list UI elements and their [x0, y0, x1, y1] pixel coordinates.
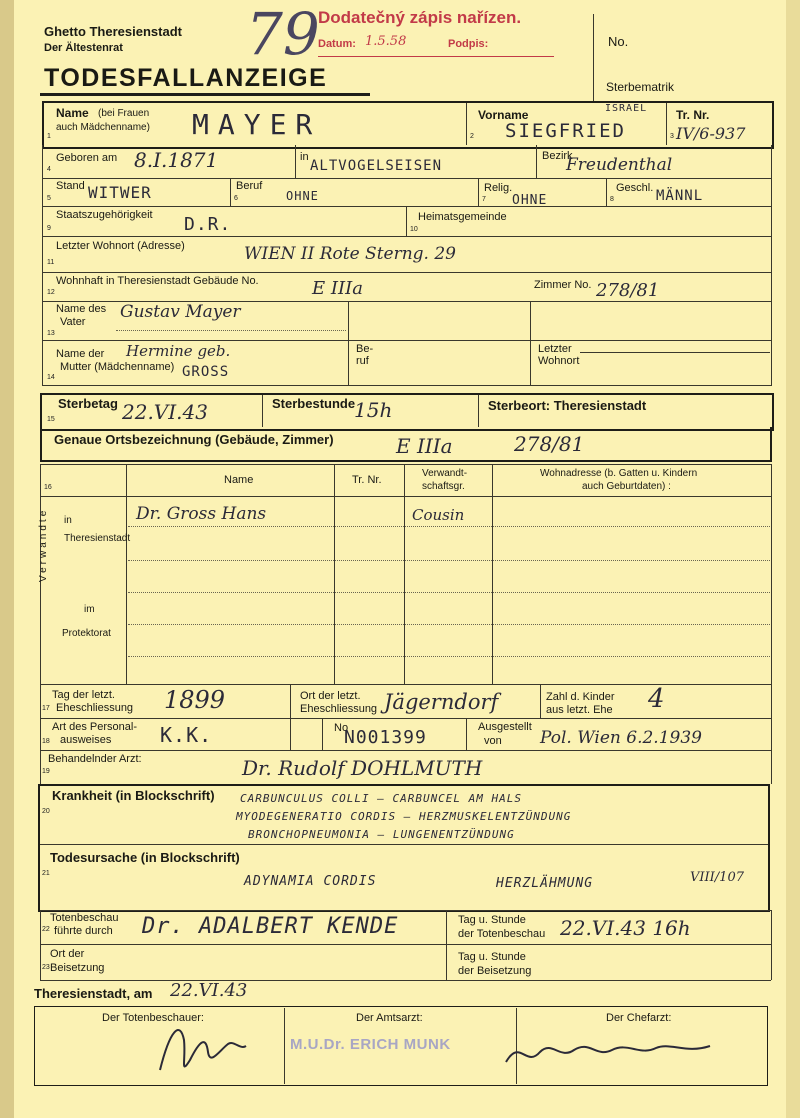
row-number-7: 7	[482, 196, 486, 203]
row-number-20: 20	[42, 808, 50, 815]
stand-divider	[230, 178, 231, 206]
row-number-12: 12	[47, 289, 55, 296]
row-number-16: 16	[44, 484, 52, 491]
place-date-label: Theresienstadt, am	[34, 986, 153, 1001]
sterbestunde-label: Sterbestunde	[272, 396, 356, 411]
beisetzung-label-2: Beisetzung	[50, 962, 105, 974]
right-frame	[771, 145, 772, 385]
wohnort-value: WIEN II Rote Sterng. 29	[244, 244, 456, 264]
marriage-bottom	[40, 750, 771, 751]
krankheit-line-2: MYODEGENERATIO CORDIS — HERZMUSKELENTZÜNDUNG	[236, 810, 572, 823]
rule-d	[42, 272, 772, 273]
name-divider-2	[666, 103, 667, 145]
vater-label: Name des	[56, 303, 107, 315]
row-number-2: 2	[470, 133, 474, 140]
rel-row1-relation: Cousin	[412, 506, 465, 524]
tag-totenbeschau-label: Tag u. Stunde	[458, 914, 526, 926]
row-number-22: 22	[42, 926, 50, 933]
name-label-3: auch Mädchenname)	[56, 122, 150, 133]
title-underline	[40, 93, 370, 96]
row-number-23: 23	[42, 964, 50, 971]
staatszug-value: D.R.	[184, 214, 232, 235]
rel-col-c	[404, 464, 405, 684]
ort-eheschliessung-value: Jägerndorf	[384, 690, 499, 714]
row-number-6: 6	[234, 195, 238, 202]
birthplace-value: ALTVOGELSEISEN	[310, 158, 443, 174]
rel-dot-4	[128, 624, 770, 625]
tag-eheschliessung-label-2: Eheschliessung	[56, 702, 134, 714]
name-divider-1	[466, 103, 467, 145]
rule-a	[42, 178, 772, 179]
marr-left	[40, 684, 41, 784]
krankheit-line-1: CARBUNCULUS COLLI — CARBUNCEL AM HALS	[240, 792, 523, 805]
totenbeschauer-label: Der Totenbeschauer:	[102, 1012, 204, 1024]
heimat-divider	[406, 206, 407, 236]
row-number-15: 15	[47, 416, 55, 423]
relig-divider	[478, 178, 479, 206]
marr-div-1	[290, 684, 291, 750]
chefarzt-signature	[500, 1028, 720, 1078]
kinder-label: Zahl d. Kinder	[546, 691, 615, 703]
vater-dotline	[116, 330, 346, 331]
stand-value: WITWER	[88, 183, 152, 202]
letzter-wohnort-label-2: Wohnort	[538, 355, 580, 367]
relig-value: OHNE	[512, 193, 548, 208]
vater-label-2: Vater	[60, 316, 86, 328]
org-council: Der Ältestenrat	[44, 42, 123, 54]
rel-dot-2	[128, 560, 770, 561]
rel-dot-3	[128, 592, 770, 593]
beisetzung-label: Ort der	[50, 948, 85, 960]
trnr-label: Tr. Nr.	[676, 108, 710, 122]
arzt-label: Behandelnder Arzt:	[48, 753, 142, 765]
totenbeschau-value: Dr. ADALBERT KENDE	[142, 914, 399, 939]
parents-mid-line	[580, 352, 770, 353]
marr-div-4	[322, 718, 323, 750]
zimmer-value: 278/81	[596, 280, 660, 301]
tag-totenbeschau-label-2: der Totenbeschau	[458, 928, 546, 940]
row-number-21: 21	[42, 870, 50, 877]
ausgestellt-label: Ausgestellt	[478, 721, 532, 733]
ausweis-label-2: ausweises	[60, 734, 112, 746]
sterbeort-label: Sterbeort: Theresienstadt	[488, 398, 647, 413]
row-number-5: 5	[47, 195, 51, 202]
ortsbez-rule	[40, 460, 772, 462]
rel-top	[40, 464, 771, 465]
rel-col-d	[492, 464, 493, 684]
geboren-value: 8.I.1871	[134, 148, 219, 172]
tag-beisetzung-label-2: der Beisetzung	[458, 965, 532, 977]
geb-divider	[295, 145, 296, 178]
ausweis-value: K.K.	[160, 723, 213, 747]
row-number-11: 11	[47, 259, 55, 266]
sig-divider-1	[284, 1008, 285, 1084]
rel-dot-1	[128, 526, 770, 527]
arzt-value: Dr. Rudolf DOHLMUTH	[242, 756, 483, 780]
ausweis-label: Art des Personal-	[52, 721, 137, 733]
amtsarzt-stamp: M.U.Dr. ERICH MUNK	[290, 1036, 451, 1053]
name-box	[42, 101, 774, 149]
row-number-17: 17	[42, 705, 50, 712]
stamp-datum: Datum:	[318, 38, 356, 50]
totenbeschau-label-2: führte durch	[54, 925, 113, 937]
todesursache-label: Todesursache (in Blockschrift)	[50, 850, 240, 865]
rel-header-verwandt: Verwandt-	[422, 468, 468, 479]
tag-beisetzung-label: Tag u. Stunde	[458, 951, 526, 963]
beschau-bottom	[40, 980, 771, 981]
tag-eheschliessung-value: 1899	[164, 686, 226, 714]
paper-edge-right	[786, 0, 800, 1118]
geschl-divider	[606, 178, 607, 206]
rel-header-wohn: Wohnadresse (b. Gatten u. Kindern	[540, 468, 698, 479]
krankheit-label: Krankheit (in Blockschrift)	[52, 788, 215, 803]
stamp-podpis: Podpis:	[448, 38, 489, 50]
ort-eheschliessung-label-2: Eheschliessung	[300, 703, 378, 715]
todesursache-note: VIII/107	[690, 870, 744, 885]
wohnort-label: Letzter Wohnort (Adresse)	[56, 240, 185, 252]
rel-header-trnr: Tr. Nr.	[352, 474, 382, 486]
rel-header-wohn-2: auch Geburtdaten) :	[582, 481, 671, 492]
amtsarzt-label: Der Amtsarzt:	[356, 1012, 423, 1024]
vorname-value: SIEGFRIED	[505, 120, 626, 142]
marr-div-2	[540, 684, 541, 718]
row-number-1: 1	[47, 133, 51, 140]
bezirk-label: Bezirk	[542, 150, 573, 162]
beruf-value: OHNE	[286, 189, 319, 203]
vorname-israel: ISRAEL	[605, 103, 648, 114]
ortsbez-label: Genaue Ortsbezeichnung (Gebäude, Zimmer)	[54, 432, 334, 447]
rule-g	[42, 385, 772, 386]
parents-divider-1	[348, 301, 349, 385]
rel-in-theresienstadt: in Theresienstadt	[64, 515, 131, 544]
beschau-divider	[446, 910, 447, 980]
row-number-4: 4	[47, 166, 51, 173]
relig-label: Relig.	[484, 182, 513, 194]
ortsbez-value-room: 278/81	[514, 432, 585, 456]
kinder-value: 4	[648, 684, 665, 714]
row-number-19: 19	[42, 768, 50, 775]
illness-divider	[40, 844, 768, 845]
zimmer-label: Zimmer No.	[534, 279, 592, 291]
beschau-mid	[40, 944, 771, 945]
ausgestellt-value: Pol. Wien 6.2.1939	[540, 728, 702, 748]
marr-div-3	[466, 718, 467, 750]
bezirk-divider	[536, 145, 537, 178]
beruf2-label: Be-	[356, 343, 374, 355]
matrik-divider	[593, 14, 594, 102]
name-label: Name	[56, 106, 89, 120]
ort-eheschliessung-label: Ort der letzt.	[300, 690, 361, 702]
mutter-label-2: Mutter (Mädchenname)	[60, 361, 175, 373]
wohnhaft-value: E IIIa	[312, 278, 363, 299]
rule-c	[42, 236, 772, 237]
rel-header-name: Name	[224, 474, 254, 486]
sterbematrik-label: Sterbematrik	[606, 80, 675, 94]
tag-totenbeschau-value: 22.VI.43 16h	[560, 916, 691, 940]
chefarzt-label: Der Chefarzt:	[606, 1012, 672, 1024]
sterbestunde-value: 15h	[354, 398, 393, 422]
rule-b	[42, 206, 772, 207]
bezirk-value: Freudenthal	[566, 155, 673, 175]
paper-edge	[0, 0, 14, 1118]
letzter-wohnort-label: Letzter	[538, 343, 572, 355]
org-name: Ghetto Theresienstadt	[44, 24, 182, 39]
rule-f	[42, 340, 772, 341]
trnr-value: IV/6-937	[676, 124, 746, 143]
row-number-9: 9	[47, 225, 51, 232]
handwritten-record-number: 79	[246, 0, 320, 68]
row-number-18: 18	[42, 738, 50, 745]
heimatsgemeinde-label: Heimatsgemeinde	[418, 211, 507, 223]
ausweis-no-label: No	[334, 722, 349, 734]
rel-right-frame	[771, 464, 772, 684]
rel-col-a	[126, 464, 127, 684]
geboren-label: Geboren am	[56, 152, 118, 164]
rel-row1-name: Dr. Gross Hans	[136, 504, 267, 524]
row-number-3: 3	[670, 133, 674, 140]
rel-side-label: Verwandte	[38, 507, 49, 582]
todesursache-line-1: ADYNAMIA CORDIS	[244, 874, 377, 889]
beschau-right	[771, 910, 772, 980]
vater-value: Gustav Mayer	[120, 302, 241, 322]
stand-label: Stand	[56, 180, 85, 192]
rel-dot-5	[128, 656, 770, 657]
stamp-date-value: 1.5.58	[365, 34, 407, 49]
mutter-value-1: Hermine geb.	[126, 342, 231, 360]
ortsbez-value-building: E IIIa	[396, 434, 453, 458]
no-label: No.	[608, 34, 629, 49]
form-title: TODESFALLANZEIGE	[44, 64, 328, 92]
row-number-13: 13	[47, 330, 55, 337]
marriage-mid	[40, 718, 771, 719]
rel-col-b	[334, 464, 335, 684]
mutter-label: Name der	[56, 348, 105, 360]
sterbe-divider-2	[478, 395, 479, 427]
row-number-10: 10	[410, 226, 418, 233]
beschau-top	[40, 910, 771, 911]
place-date-value: 22.VI.43	[170, 980, 248, 1001]
left-frame	[42, 145, 43, 385]
row-number-8: 8	[610, 196, 614, 203]
ausgestellt-label-2: von	[484, 735, 502, 747]
totenbeschau-label: Totenbeschau	[50, 912, 119, 924]
rel-header-bottom	[40, 496, 771, 497]
name-label-2: (bei Frauen	[98, 108, 150, 119]
staatszug-label: Staatszugehörigkeit	[56, 209, 153, 221]
in-label: in	[300, 151, 309, 163]
sterbetag-value: 22.VI.43	[122, 400, 208, 424]
tag-eheschliessung-label: Tag der letzt.	[52, 689, 115, 701]
todesursache-line-2: HERZLÄHMUNG	[496, 876, 594, 891]
beschau-left	[40, 910, 41, 980]
stamp-rule	[318, 56, 554, 57]
beruf-label: Beruf	[236, 180, 263, 192]
name-value: MAYER	[192, 108, 322, 141]
sterbetag-label: Sterbetag	[58, 396, 118, 411]
marr-right	[771, 684, 772, 784]
rel-im: im	[84, 604, 95, 615]
vorname-label: Vorname	[478, 108, 529, 122]
mutter-value-2: GROSS	[182, 364, 230, 380]
parents-divider-2	[530, 301, 531, 385]
row-number-14: 14	[47, 374, 55, 381]
kinder-label-2: aus letzt. Ehe	[546, 704, 613, 716]
krankheit-line-3: BRONCHOPNEUMONIA — LUNGENENTZÜNDUNG	[248, 828, 515, 841]
stamp-line1: Dodatečný zápis nařízen.	[318, 8, 522, 27]
rel-protektorat: Protektorat	[62, 628, 111, 639]
ortsbez-right	[770, 427, 772, 460]
sterbe-divider-1	[262, 395, 263, 427]
totenbeschauer-signature	[150, 1010, 270, 1084]
wohnhaft-label: Wohnhaft in Theresienstadt Gebäude No.	[56, 275, 259, 287]
geschl-value: MÄNNL	[656, 188, 704, 204]
beruf2-label-2: ruf	[356, 355, 369, 367]
ausweis-no-value: N001399	[344, 727, 427, 748]
rel-header-verwandt-2: schaftsgr.	[422, 481, 465, 492]
ortsbez-left	[40, 427, 42, 460]
geschl-label: Geschl.	[616, 182, 654, 194]
